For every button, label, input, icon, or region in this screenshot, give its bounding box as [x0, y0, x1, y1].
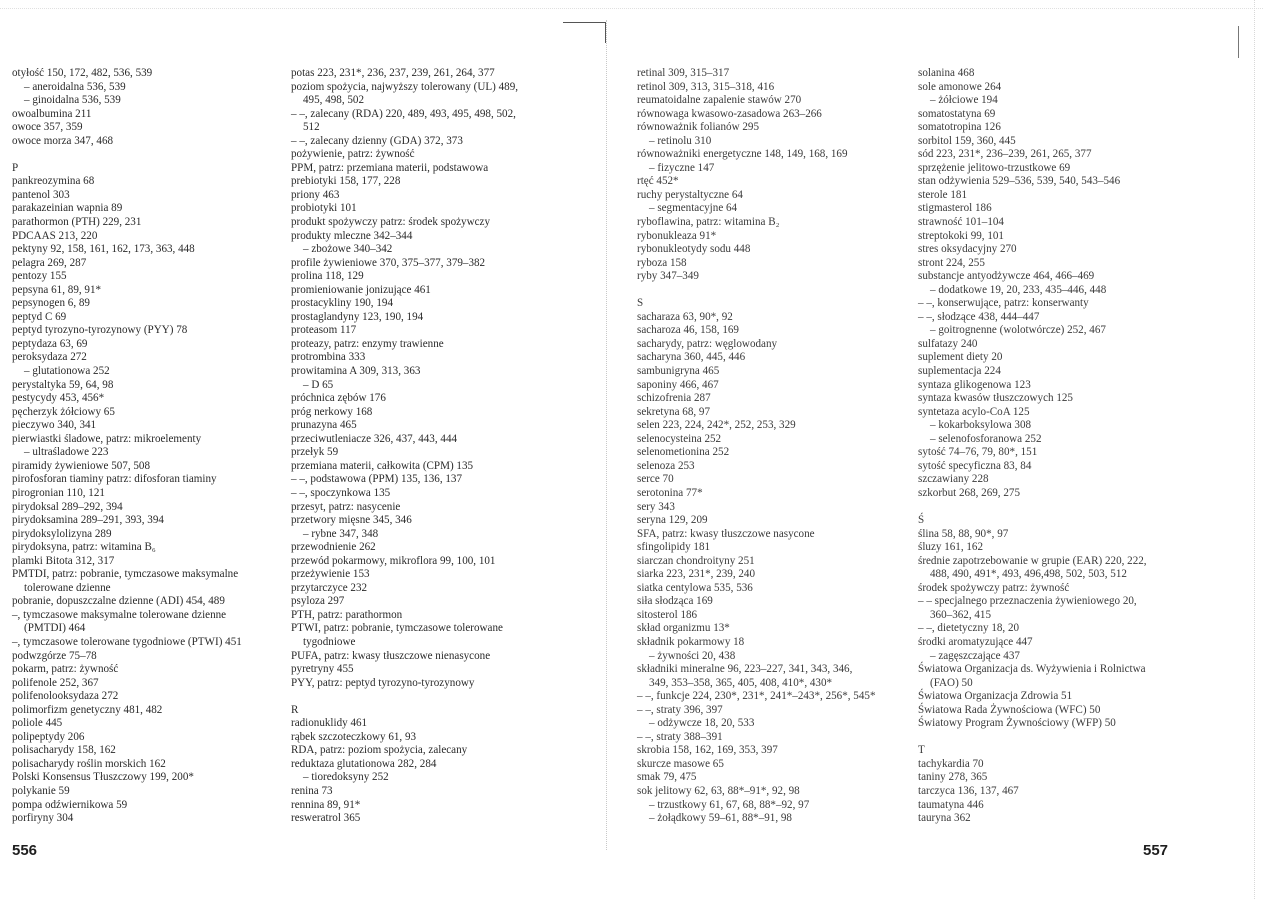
index-entry: pentozy 155	[12, 270, 67, 283]
page-number-left: 556	[12, 842, 38, 859]
index-column-3	[637, 67, 876, 826]
index-entry: SFA, patrz: kwasy tłuszczowe nasycone	[637, 527, 815, 540]
index-entry: szczawiany 228	[918, 473, 989, 486]
index-entry: sterole 181	[918, 188, 967, 201]
index-entry: prunazyna 465	[291, 419, 357, 432]
index-entry: sole amonowe 264	[918, 80, 1002, 93]
index-entry: szkorbut 268, 269, 275	[918, 486, 1020, 499]
index-entry: – –, podstawowa (PPM) 135, 136, 137	[291, 473, 463, 486]
index-entry: proteazy, patrz: enzymy trawienne	[291, 337, 444, 350]
scan-edge-tick	[1238, 26, 1239, 58]
index-entry: sulfatazy 240	[918, 337, 978, 350]
index-entry: tachykardia 70	[918, 757, 984, 770]
index-subentry: – glutationowa 252	[24, 365, 110, 378]
section-letter: Ś	[918, 514, 925, 527]
index-entry: pestycydy 453, 456*	[12, 392, 105, 405]
index-entry: przesyt, patrz: nasycenie	[291, 500, 401, 513]
index-entry: polisacharydy roślin morskich 162	[12, 757, 166, 770]
index-entry: pepsyna 61, 89, 91*	[12, 283, 102, 296]
section-spacer	[291, 690, 518, 704]
index-entry: PMTDI, patrz: pobranie, tymczasowe maksymalne tolerowane dzienne	[12, 568, 239, 594]
index-entry: przełyk 59	[291, 446, 339, 459]
index-entry: polifenole 252, 367	[12, 676, 99, 689]
index-entry: – –, funkcje 224, 230*, 231*, 241*–243*, 256*, 545*	[637, 690, 876, 703]
book-gutter	[606, 20, 608, 850]
index-entry: podwzgórze 75–78	[12, 649, 97, 662]
index-entry: prostaglandyny 123, 190, 194	[291, 310, 424, 323]
index-entry: przetwory mięsne 345, 346	[291, 514, 412, 527]
page-number-right: 557	[1143, 842, 1169, 859]
index-entry: pęcherzyk żółciowy 65	[12, 405, 115, 418]
index-entry: siła słodząca 169	[637, 595, 713, 608]
index-entry: pektyny 92, 158, 161, 162, 173, 363, 448	[12, 243, 195, 256]
index-entry: psyloza 297	[291, 595, 345, 608]
index-entry: przemiana materii, całkowita (CPM) 135	[291, 459, 474, 472]
index-entry: stan odżywienia 529–536, 539, 540, 543–546	[918, 175, 1121, 188]
index-entry: sok jelitowy 62, 63, 88*–91*, 92, 98	[637, 784, 800, 797]
index-entry: plamki Bitota 312, 317	[12, 554, 115, 567]
index-entry: – –, spoczynkowa 135	[291, 486, 391, 499]
index-entry: otyłość 150, 172, 482, 536, 539	[12, 67, 153, 79]
index-entry: sfingolipidy 181	[637, 541, 711, 554]
index-entry: rąbek szczoteczkowy 61, 93	[291, 730, 417, 743]
index-entry: renina 73	[291, 784, 333, 797]
index-entry: suplement diety 20	[918, 351, 1003, 364]
section-letter: P	[12, 161, 19, 174]
index-subentry: – ultraśladowe 223	[24, 446, 109, 459]
index-entry: retinal 309, 315–317	[637, 67, 730, 79]
index-entry: pirydoksal 289–292, 394	[12, 500, 123, 513]
index-entry: przeżywienie 153	[291, 568, 370, 581]
index-entry: polifenolooksydaza 272	[12, 690, 119, 703]
index-entry: priony 463	[291, 188, 340, 201]
index-subentry: – dodatkowe 19, 20, 233, 435–446, 448	[930, 283, 1107, 296]
index-entry: składniki mineralne 96, 223–227, 341, 343, 346, 349, 353–358, 365, 405, 408, 410*, 430*	[637, 663, 853, 689]
index-entry: peptydaza 63, 69	[12, 337, 88, 350]
index-subentry: – rybne 347, 348	[303, 527, 379, 540]
index-entry: skład organizmu 13*	[637, 622, 730, 635]
index-subentry: – żółciowe 194	[930, 94, 998, 107]
index-subentry: – aneroidalna 536, 539	[24, 80, 126, 93]
index-entry: radionuklidy 461	[291, 717, 368, 730]
index-entry: pirydoksylolizyna 289	[12, 527, 112, 540]
index-subentry: – żywności 20, 438	[649, 649, 736, 662]
index-entry: smak 79, 475	[637, 771, 697, 784]
index-entry: sitosterol 186	[637, 608, 698, 621]
index-subentry: – trzustkowy 61, 67, 68, 88*–92, 97	[649, 798, 810, 811]
index-entry: rybonukleaza 91*	[637, 229, 717, 242]
index-entry: PDCAAS 213, 220	[12, 229, 98, 242]
index-entry: serce 70	[637, 473, 674, 486]
index-entry: ryboza 158	[637, 256, 687, 269]
index-entry: selenocysteina 252	[637, 432, 722, 445]
index-entry: Światowa Organizacja Zdrowia 51	[918, 690, 1073, 703]
index-entry: – –, zalecany dzienny (GDA) 372, 373	[291, 134, 463, 147]
index-entry: poliole 445	[12, 717, 63, 730]
index-entry: owoce morza 347, 468	[12, 134, 114, 147]
index-subentry: – żołądkowy 59–61, 88*–91, 98	[649, 812, 792, 825]
scan-top-edge	[0, 8, 1263, 9]
index-entry: skrobia 158, 162, 169, 353, 397	[637, 744, 778, 757]
index-subentry: – ginoidalna 536, 539	[24, 94, 121, 107]
index-entry: pirydoksamina 289–291, 393, 394	[12, 514, 164, 527]
index-entry: prowitamina A 309, 313, 363	[291, 365, 421, 378]
index-entry: pokarm, patrz: żywność	[12, 663, 119, 676]
index-entry: owoce 357, 359	[12, 121, 83, 134]
index-entry: tauryna 362	[918, 812, 971, 825]
index-entry: reduktaza glutationowa 282, 284	[291, 757, 437, 770]
index-entry: retinol 309, 313, 315–318, 416	[637, 80, 775, 93]
scan-right-edge	[1254, 0, 1256, 899]
index-entry: pirydoksyna, patrz: witamina B₆	[12, 541, 156, 554]
section-letter: T	[918, 744, 925, 757]
index-entry: prolina 118, 129	[291, 270, 364, 283]
index-entry: przewodnienie 262	[291, 541, 376, 554]
index-entry: PUFA, patrz: kwasy tłuszczowe nienasycone	[291, 649, 491, 662]
index-entry: seryna 129, 209	[637, 514, 708, 527]
index-entry: ruchy perystaltyczne 64	[637, 188, 743, 201]
index-entry: potas 223, 231*, 236, 237, 239, 261, 264, 377	[291, 67, 495, 79]
index-entry: strawność 101–104	[918, 216, 1004, 229]
index-entry: syntaza kwasów tłuszczowych 125	[918, 392, 1073, 405]
index-entry: sorbitol 159, 360, 445	[918, 134, 1016, 147]
index-entry: pobranie, dopuszczalne dzienne (ADI) 454, 489	[12, 595, 225, 608]
index-entry: polipeptydy 206	[12, 730, 85, 743]
index-entry: reumatoidalne zapalenie stawów 270	[637, 94, 802, 107]
index-entry: pieczywo 340, 341	[12, 419, 97, 432]
index-entry: somatostatyna 69	[918, 107, 996, 120]
index-entry: rybonukleotydy sodu 448	[637, 243, 751, 256]
index-entry: sacharyna 360, 445, 446	[637, 351, 746, 364]
index-entry: stigmasterol 186	[918, 202, 992, 215]
index-entry: przewód pokarmowy, mikroflora 99, 100, 101	[291, 554, 496, 567]
index-entry: Światowa Organizacja ds. Wyżywienia i Rolnictwa (FAO) 50	[918, 663, 1146, 689]
index-entry: próg nerkowy 168	[291, 405, 373, 418]
index-entry: resweratrol 365	[291, 812, 361, 825]
section-spacer	[918, 731, 1147, 745]
index-entry: taumatyna 446	[918, 798, 984, 811]
index-entry: pantenol 303	[12, 188, 70, 201]
index-entry: równoważnik folianów 295	[637, 121, 760, 134]
index-entry: taniny 278, 365	[918, 771, 988, 784]
index-entry: – –, straty 388–391	[637, 730, 723, 743]
index-entry: – –, straty 396, 397	[637, 703, 723, 716]
index-entry: Światowa Rada Żywnościowa (WFC) 50	[918, 703, 1101, 716]
index-entry: sytość 74–76, 79, 80*, 151	[918, 446, 1038, 459]
index-entry: sery 343	[637, 500, 675, 513]
index-entry: tarczyca 136, 137, 467	[918, 784, 1019, 797]
index-entry: sambunigryna 465	[637, 365, 720, 378]
index-entry: – –, słodzące 438, 444–447	[918, 310, 1040, 323]
index-entry: RDA, patrz: poziom spożycia, zalecany	[291, 744, 468, 757]
index-entry: PTH, patrz: parathormon	[291, 608, 403, 621]
index-entry: proteasom 117	[291, 324, 357, 337]
index-subentry: – tioredoksyny 252	[303, 771, 389, 784]
index-entry: PYY, patrz: peptyd tyrozyno-tyrozynowy	[291, 676, 475, 689]
index-entry: Polski Konsensus Tłuszczowy 199, 200*	[12, 771, 194, 784]
index-entry: PTWI, patrz: pobranie, tymczasowe tolerowane tygodniowe	[291, 622, 503, 648]
index-subentry: – zbożowe 340–342	[303, 243, 393, 256]
index-entry: rennina 89, 91*	[291, 798, 361, 811]
index-entry: środki aromatyzujące 447	[918, 635, 1033, 648]
section-letter: R	[291, 703, 299, 716]
index-entry: profile żywieniowe 370, 375–377, 379–382	[291, 256, 486, 269]
index-entry: pepsynogen 6, 89	[12, 297, 90, 310]
index-entry: somatotropina 126	[918, 121, 1001, 134]
index-entry: przeciwutleniacze 326, 437, 443, 444	[291, 432, 458, 445]
index-subentry: – kokarboksylowa 308	[930, 419, 1032, 432]
index-entry: –, tymczasowe tolerowane tygodniowe (PTWI) 451	[12, 635, 242, 648]
index-entry: promieniowanie jonizujące 461	[291, 283, 431, 296]
index-entry: poziom spożycia, najwyższy tolerowany (UL) 489, 495, 498, 502	[291, 80, 519, 107]
index-entry: pożywienie, patrz: żywność	[291, 148, 415, 161]
index-entry: – –, konserwujące, patrz: konserwanty	[918, 297, 1089, 310]
index-entry: probiotyki 101	[291, 202, 357, 215]
index-entry: schizofrenia 287	[637, 392, 711, 405]
index-subentry: – D 65	[303, 378, 334, 391]
index-entry: perystaltyka 59, 64, 98	[12, 378, 114, 391]
index-entry: polykanie 59	[12, 784, 70, 797]
index-entry: – –, zalecany (RDA) 220, 489, 493, 495, 498, 502, 512	[291, 107, 516, 134]
index-entry: skurcze masowe 65	[637, 757, 724, 770]
scan-corner-mark	[563, 22, 606, 43]
section-spacer	[637, 284, 876, 298]
index-entry: sacharaza 63, 90*, 92	[637, 310, 733, 323]
index-subentry: – fizyczne 147	[649, 161, 715, 174]
index-entry: pankreozymina 68	[12, 175, 95, 188]
index-entry: stront 224, 255	[918, 256, 985, 269]
index-entry: równowaga kwasowo-zasadowa 263–266	[637, 107, 822, 120]
index-entry: pelagra 269, 287	[12, 256, 87, 269]
index-entry: streptokoki 99, 101	[918, 229, 1004, 242]
index-column-1	[12, 67, 242, 826]
index-entry: selen 223, 224, 242*, 252, 253, 329	[637, 419, 796, 432]
index-subentry: – zagęszczające 437	[930, 649, 1020, 662]
index-entry: polimorfizm genetyczny 481, 482	[12, 703, 163, 716]
index-entry: produkt spożywczy patrz: środek spożywczy	[291, 216, 491, 229]
index-entry: selenoza 253	[637, 459, 695, 472]
index-entry: ryboflawina, patrz: witamina B₂	[637, 216, 780, 229]
index-entry: pirogronian 110, 121	[12, 486, 105, 499]
index-entry: pompa odźwiernikowa 59	[12, 798, 128, 811]
index-entry: sacharoza 46, 158, 169	[637, 324, 739, 337]
index-entry: sacharydy, patrz: węglowodany	[637, 337, 778, 350]
index-entry: – –, dietetyczny 18, 20	[918, 622, 1020, 635]
index-entry: sód 223, 231*, 236–239, 261, 265, 377	[918, 148, 1092, 161]
index-entry: ryby 347–349	[637, 270, 699, 283]
index-entry: Światowy Program Żywnościowy (WFP) 50	[918, 717, 1116, 730]
index-entry: polisacharydy 158, 162	[12, 744, 116, 757]
index-entry: saponiny 466, 467	[637, 378, 719, 391]
index-entry: siarka 223, 231*, 239, 240	[637, 568, 756, 581]
index-entry: przytarczyce 232	[291, 581, 368, 594]
index-subentry: – odżywcze 18, 20, 533	[649, 717, 755, 730]
index-entry: syntaza glikogenowa 123	[918, 378, 1031, 391]
index-entry: –, tymczasowe maksymalne tolerowane dzienne (PMTDI) 464	[12, 608, 227, 635]
index-entry: rtęć 452*	[637, 175, 679, 188]
index-entry: prostacykliny 190, 194	[291, 297, 393, 310]
index-entry: pyretryny 455	[291, 663, 354, 676]
index-column-2	[291, 67, 518, 826]
index-entry: siatka centylowa 535, 536	[637, 581, 753, 594]
index-entry: składnik pokarmowy 18	[637, 635, 745, 648]
index-entry: piramidy żywieniowe 507, 508	[12, 459, 151, 472]
index-entry: protrombina 333	[291, 351, 366, 364]
index-entry: suplementacja 224	[918, 365, 1001, 378]
index-entry: serotonina 77*	[637, 486, 703, 499]
index-entry: PPM, patrz: przemiana materii, podstawowa	[291, 161, 489, 174]
index-entry: selenometionina 252	[637, 446, 730, 459]
section-letter: S	[637, 297, 644, 310]
index-entry: śluzy 161, 162	[918, 541, 984, 554]
index-entry: środek spożywczy patrz: żywność	[918, 581, 1070, 594]
index-subentry: – segmentacyjne 64	[649, 202, 738, 215]
index-entry: prebiotyki 158, 177, 228	[291, 175, 401, 188]
index-entry: peroksydaza 272	[12, 351, 87, 364]
index-entry: stres oksydacyjny 270	[918, 243, 1017, 256]
index-entry: siarczan chondroityny 251	[637, 554, 755, 567]
index-entry: średnie zapotrzebowanie w grupie (EAR) 220, 222, 488, 490, 491*, 493, 496,498, 502, 503, 512	[918, 554, 1147, 581]
index-entry: owoalbumina 211	[12, 107, 92, 120]
index-entry: peptyd tyrozyno-tyrozynowy (PYY) 78	[12, 324, 188, 337]
index-entry: sprzężenie jelitowo-trzustkowe 69	[918, 161, 1071, 174]
index-entry: sytość specyficzna 83, 84	[918, 459, 1032, 472]
index-subentry: – retinolu 310	[649, 134, 712, 147]
index-entry: peptyd C 69	[12, 310, 67, 323]
section-spacer	[918, 501, 1147, 515]
index-subentry: – goitrognenne (wolotwórcze) 252, 467	[930, 324, 1106, 337]
index-entry: pirofosforan tiaminy patrz: difosforan tiaminy	[12, 473, 217, 486]
index-entry: – – specjalnego przeznaczenia żywieniowego 20, 360–362, 415	[918, 595, 1137, 621]
index-column-4	[918, 67, 1147, 826]
index-entry: równoważniki energetyczne 148, 149, 168, 169	[637, 148, 848, 161]
index-subentry: – selenofosforanowa 252	[930, 432, 1042, 445]
index-entry: parakazeinian wapnia 89	[12, 202, 123, 215]
index-entry: porfiryny 304	[12, 812, 74, 825]
index-entry: ślina 58, 88, 90*, 97	[918, 527, 1009, 540]
index-entry: syntetaza acylo-CoA 125	[918, 405, 1030, 418]
index-entry: próchnica zębów 176	[291, 392, 386, 405]
index-entry: substancje antyodżywcze 464, 466–469	[918, 270, 1095, 283]
index-entry: produkty mleczne 342–344	[291, 229, 413, 242]
index-entry: parathormon (PTH) 229, 231	[12, 216, 142, 229]
index-entry: sekretyna 68, 97	[637, 405, 711, 418]
index-entry: pierwiastki śladowe, patrz: mikroelementy	[12, 432, 202, 445]
section-spacer	[12, 148, 242, 162]
index-entry: solanina 468	[918, 67, 975, 79]
